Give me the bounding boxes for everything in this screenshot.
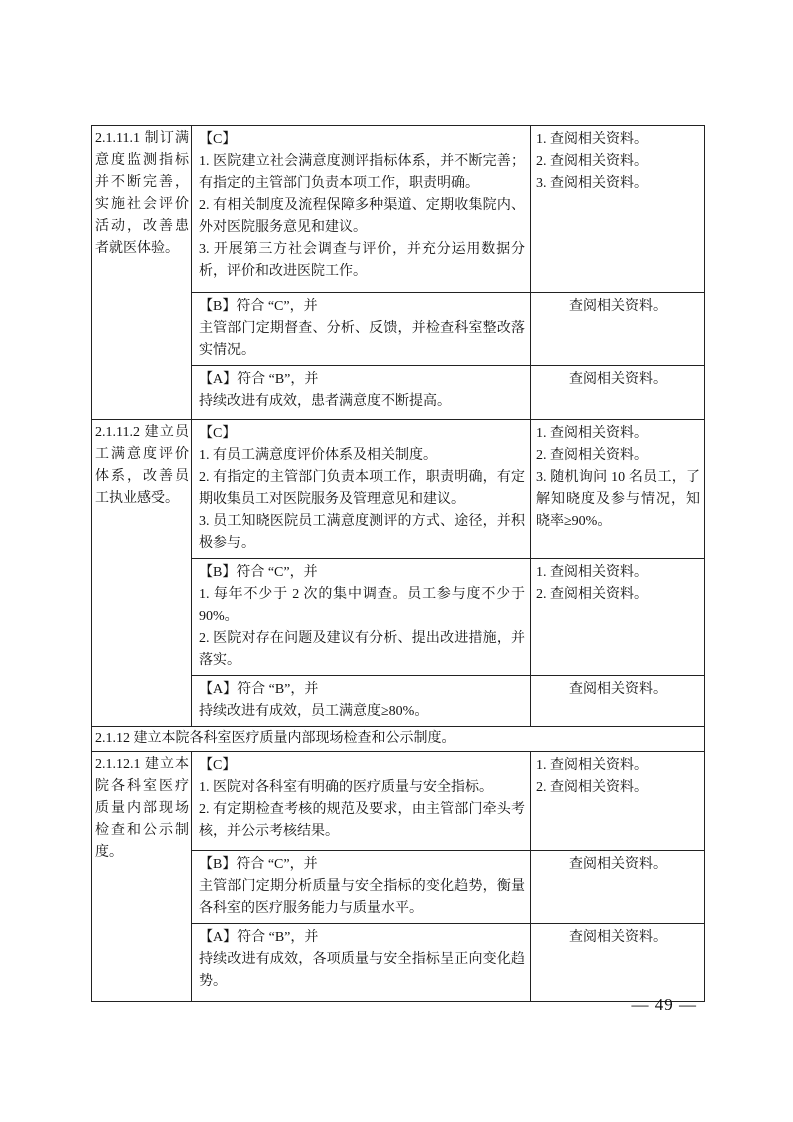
method-text: 2. 查阅相关资料。 [536, 587, 648, 602]
grade-label: 【B】符合 “C”，并 [199, 857, 318, 872]
method-text: 查阅相关资料。 [569, 857, 667, 872]
criteria-text: 2. 有指定的主管部门负责本项工作，职责明确，有定期收集员工对医院服务及管理意见和建议。 [199, 470, 525, 507]
criteria-cell-c [192, 752, 531, 851]
method-cell [531, 924, 705, 1002]
bridge-row-cell [92, 727, 705, 752]
section-item-text: 2.1.11.2 建立员工满意度评价体系，改善员工执业感受。 [95, 425, 189, 506]
bridge-row-text: 2.1.12 建立本院各科室医疗质量内部现场检查和公示制度。 [95, 731, 456, 746]
criteria-text: 2. 医院对存在问题及建议有分析、提出改进措施，并落实。 [199, 631, 525, 668]
criteria-cell-c [192, 420, 531, 559]
grade-label: 【C】 [199, 132, 237, 147]
criteria-text: 持续改进有成效，患者满意度不断提高。 [199, 394, 451, 409]
criteria-text: 3. 员工知晓医院员工满意度测评的方式、途径，并积极参与。 [199, 514, 525, 551]
grade-label: 【C】 [199, 758, 237, 773]
criteria-text: 2. 有相关制度及流程保障多种渠道、定期收集院内、外对医院服务意见和建议。 [199, 198, 525, 235]
grade-label: 【C】 [199, 426, 237, 441]
section-item-cell [92, 420, 192, 727]
table-row [92, 727, 705, 752]
grade-label: 【B】符合 “C”，并 [199, 299, 318, 314]
method-cell [531, 851, 705, 924]
method-text: 查阅相关资料。 [569, 372, 667, 387]
method-text: 2. 查阅相关资料。 [536, 154, 648, 169]
grade-label: 【A】符合 “B”，并 [199, 372, 319, 387]
table-row [92, 420, 705, 559]
criteria-text: 持续改进有成效，员工满意度≥80%。 [199, 704, 429, 719]
criteria-cell-a [192, 676, 531, 727]
table-row [92, 126, 705, 293]
criteria-text: 主管部门定期督查、分析、反馈，并检查科室整改落实情况。 [199, 321, 525, 358]
method-text: 3. 查阅相关资料。 [536, 176, 648, 191]
grade-label: 【A】符合 “B”，并 [199, 682, 319, 697]
method-text: 查阅相关资料。 [569, 299, 667, 314]
criteria-text: 1. 每年不少于 2 次的集中调查。员工参与度不少于90%。 [199, 587, 525, 624]
method-text: 1. 查阅相关资料。 [536, 426, 648, 441]
section-item-cell [92, 126, 192, 420]
method-text: 查阅相关资料。 [569, 682, 667, 697]
criteria-text: 主管部门定期分析质量与安全指标的变化趋势，衡量各科室的医疗服务能力与质量水平。 [199, 879, 525, 916]
criteria-text: 1. 医院建立社会满意度测评指标体系，并不断完善；有指定的主管部门负责本项工作，职责明确。 [199, 154, 525, 191]
criteria-text: 3. 开展第三方社会调查与评价，并充分运用数据分析，评价和改进医院工作。 [199, 242, 525, 279]
method-cell [531, 420, 705, 559]
method-cell [531, 752, 705, 851]
criteria-cell-a [192, 924, 531, 1002]
section-item-text: 2.1.11.1 制订满意度监测指标并不断完善，实施社会评价活动，改善患者就医体验。 [95, 131, 189, 256]
grade-label: 【A】符合 “B”，并 [199, 930, 319, 945]
method-cell [531, 293, 705, 366]
standards-table [91, 125, 705, 1002]
method-cell [531, 676, 705, 727]
criteria-cell-c [192, 126, 531, 293]
criteria-text: 持续改进有成效，各项质量与安全指标呈正向变化趋势。 [199, 952, 525, 989]
section-item-text: 2.1.12.1 建立本院各科室医疗质量内部现场检查和公示制度。 [95, 757, 189, 860]
method-text: 2. 查阅相关资料。 [536, 448, 648, 463]
method-text: 3. 随机询问 10 名员工，了解知晓度及参与情况，知晓率≥90%。 [536, 470, 700, 529]
criteria-cell-a [192, 366, 531, 420]
method-cell [531, 559, 705, 676]
table-row [92, 752, 705, 851]
method-text: 1. 查阅相关资料。 [536, 132, 648, 147]
method-text: 2. 查阅相关资料。 [536, 780, 648, 795]
criteria-cell-b [192, 559, 531, 676]
page-number: — 49 — [631, 995, 697, 1014]
criteria-text: 2. 有定期检查考核的规范及要求，由主管部门牵头考核，并公示考核结果。 [199, 802, 525, 839]
method-cell [531, 126, 705, 293]
criteria-cell-b [192, 851, 531, 924]
method-cell [531, 366, 705, 420]
section-item-cell [92, 752, 192, 1002]
grade-label: 【B】符合 “C”，并 [199, 565, 318, 580]
method-text: 查阅相关资料。 [569, 930, 667, 945]
criteria-text: 1. 有员工满意度评价体系及相关制度。 [199, 448, 437, 463]
method-text: 1. 查阅相关资料。 [536, 758, 648, 773]
method-text: 1. 查阅相关资料。 [536, 565, 648, 580]
criteria-text: 1. 医院对各科室有明确的医疗质量与安全指标。 [199, 780, 493, 795]
criteria-cell-b [192, 293, 531, 366]
